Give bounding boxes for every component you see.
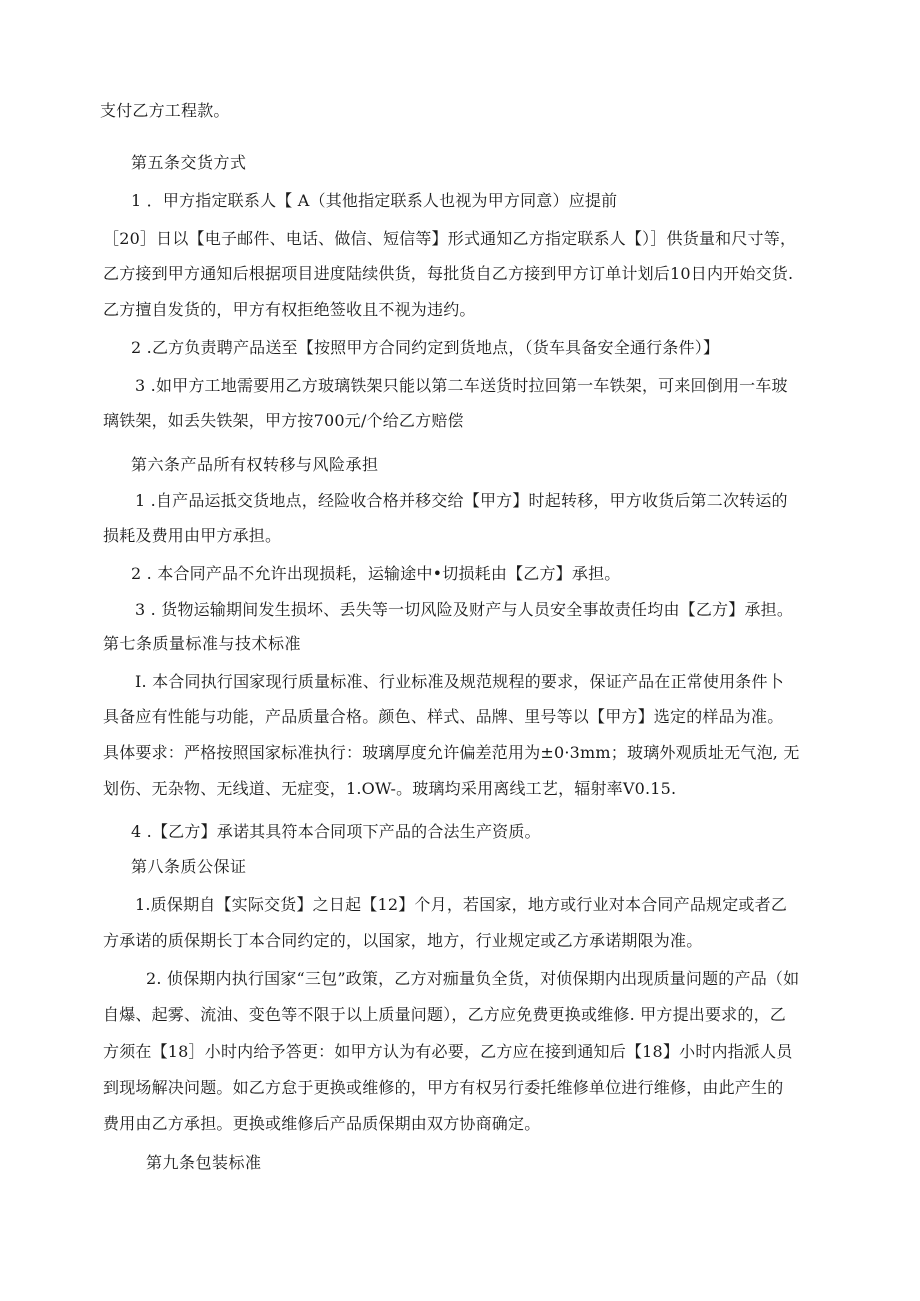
article8-heading: 第八条质公保证	[131, 857, 247, 876]
article7-clause1-line2: 具备应有性能与功能，产品质量合格。颜色、样式、品牌、里号等以【甲方】选定的样品为准。	[103, 707, 784, 726]
article5-clause1-line1: 1 ．甲方指定联系人【 A（其他指定联系人也视为甲方同意）应提前	[131, 191, 618, 210]
article6-clause1-line2: 损耗及费用由甲方承担。	[103, 526, 282, 545]
article5-clause1-line2: ［20］日以【电子邮件、电话、做信、短信等】形式通知乙方指定联系人【）］供货量和尺寸等，	[103, 229, 797, 248]
article7-clause1-line1: I. 本合同执行国家现行质量标准、行业标准及规范规程的要求，保证产品在正常使用条件卜	[135, 672, 784, 691]
article8-clause2-line3: 方须在【18］小时内给予答更：如甲方认为有必要，乙方应在接到通知后【18】小时内指派人员	[103, 1042, 793, 1061]
article5-heading: 第五条交货方式	[131, 153, 247, 172]
article5-clause3-line1: 3 .如甲方工地需要用乙方玻璃铁架只能以第二车送货时拉回第一车铁架，可来回倒用一车玻	[135, 376, 788, 395]
article8-clause2-line4: 到现场解决问题。如乙方怠于更换或维修的，甲方有权另行委托维修单位进行维修，由此产生的	[103, 1078, 784, 1097]
article7-clause4: 4 .【乙方】承诺其具符本合同项下产品的合法生产资质。	[131, 822, 541, 841]
article6-clause2: 2 . 本合同产品不允许出现损耗，运输途中•切损耗由【乙方】承担。	[131, 564, 621, 583]
intro-tail: 支付乙方工程款。	[100, 101, 230, 120]
article8-clause1-line1: 1.质保期自【实际交货】之日起【12】个月，若国家，地方或行业对本合同产品规定或者乙	[135, 895, 788, 914]
article5-clause2: 2 .乙方负责聘产品送至【按照甲方合同约定到货地点，（货车具备安全通行条件）】	[131, 338, 720, 357]
article7-clause1-line4: 划伤、无杂物、无线道、无症变，1.OW-。玻璃均采用离线工艺，辐射率V0.15.	[103, 779, 677, 798]
article8-clause2-line5: 费用由乙方承担。更换或维修后产品质保期由双方协商确定。	[103, 1114, 541, 1133]
article8-clause2-line2: 自爆、起雾、流油、变色等不限于以上质量问题），乙方应免费更换或维修. 甲方提出要求的，乙	[103, 1005, 786, 1024]
article8-clause2-line1: 2. 侦保期内执行国家“三包”政策，乙方对痂量负全货，对侦保期内出现质量问题的产品（如	[146, 969, 800, 988]
article8-clause1-line2: 方承诺的质保期长丁本合同约定的，以国家，地方，行业规定或乙方承诺期限为准。	[103, 931, 703, 950]
article5-clause3-line2: 璃铁架，如丢失铁架，甲方按700元/个给乙方赔偿	[103, 411, 464, 430]
article7-heading: 第七条质量标准与技术标准	[103, 634, 302, 653]
article9-heading: 第九条包装标准	[146, 1153, 262, 1172]
article6-clause1-line1: 1 .自产品运抵交货地点，经险收合格并移交给【甲方】时起转移，甲方收货后第二次转运的	[135, 491, 788, 510]
article6-clause3: 3 . 货物运输期间发生损坏、丢失等一切风险及财产与人员安全事故责任均由【乙方】承担。	[135, 600, 794, 619]
article7-clause1-line3: 具体要求：严格按照国家标准执行：玻璃厚度允许偏差范用为±0·3mm；玻璃外观质址无气泡, 无	[103, 743, 800, 762]
article5-clause1-line3: 乙方接到甲方通知后根据项目进度陆续供货，每批货自乙方接到甲方订单计划后10日内开始交货.	[103, 264, 794, 283]
article6-heading: 第六条产品所有权转移与风险承担	[131, 455, 379, 474]
article5-clause1-line4: 乙方擅自发货的，甲方有权拒绝签收且不视为违约。	[103, 300, 476, 319]
